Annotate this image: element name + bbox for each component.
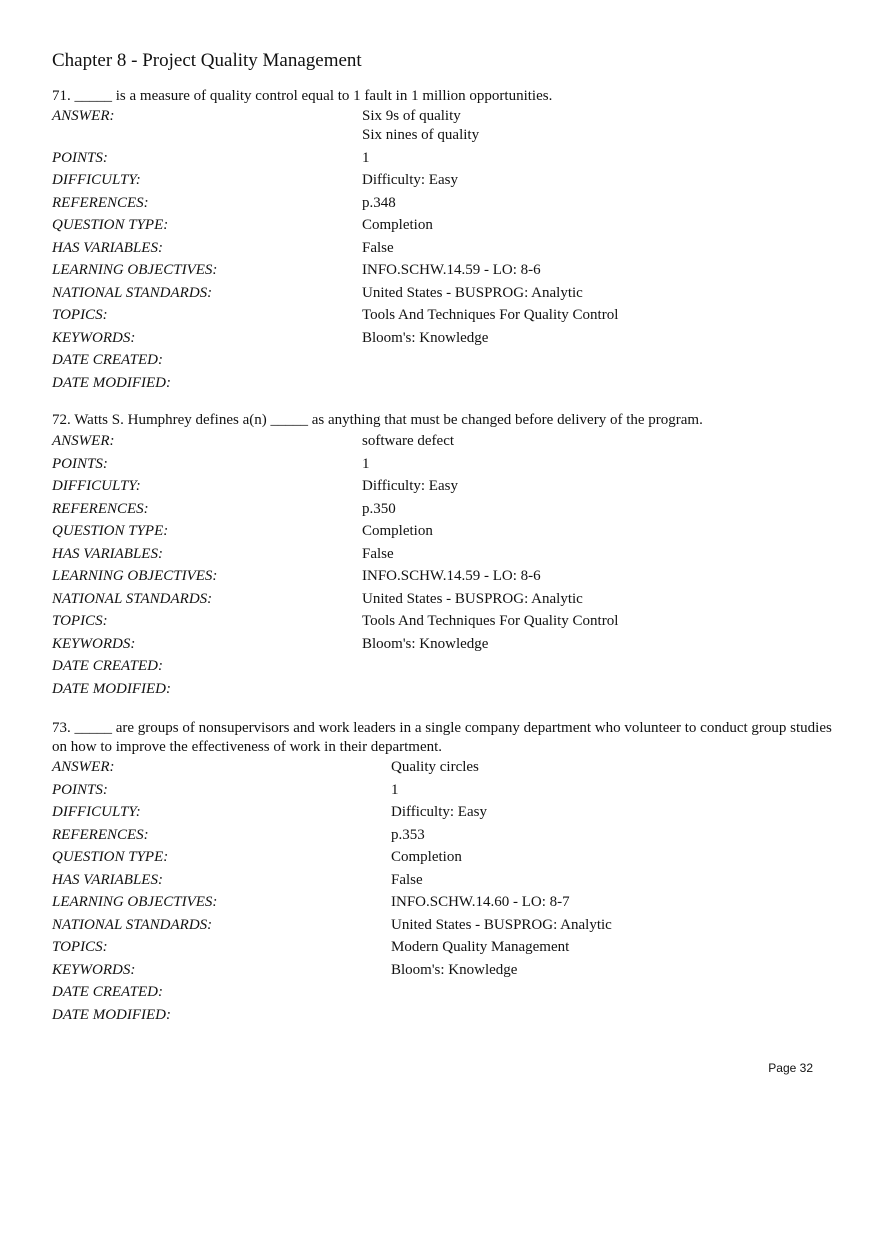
national-standards-row bbox=[52, 590, 842, 609]
learning-objectives-value: INFO.SCHW.14.59 - LO: 8-6 bbox=[362, 262, 541, 278]
has-variables-row bbox=[52, 545, 842, 564]
keywords-value: Bloom's: Knowledge bbox=[362, 635, 489, 652]
learning-objectives-row bbox=[52, 261, 842, 280]
page-title: Chapter 8 - Project Quality Management bbox=[52, 50, 362, 71]
has-variables-row bbox=[52, 871, 842, 890]
references-row bbox=[52, 500, 842, 519]
date-modified-row bbox=[52, 1006, 842, 1025]
national-standards-label: NATIONAL STANDARDS: bbox=[52, 590, 213, 607]
question-type-label: QUESTION TYPE: bbox=[52, 217, 169, 233]
difficulty-value: Difficulty: Easy bbox=[362, 478, 458, 494]
answer-value: software defect bbox=[362, 433, 455, 449]
topics-row bbox=[52, 306, 842, 325]
answer-line: Six nines of quality bbox=[362, 127, 480, 143]
answer-line: Six 9s of quality bbox=[362, 108, 461, 124]
keywords-value: Bloom's: Knowledge bbox=[362, 329, 489, 346]
question-72-details bbox=[52, 432, 842, 702]
difficulty-row bbox=[52, 171, 842, 190]
national-standards-row bbox=[52, 916, 842, 935]
has-variables-row bbox=[52, 239, 842, 258]
keywords-value: Bloom's: Knowledge bbox=[391, 961, 518, 978]
references-value: p.348 bbox=[362, 194, 396, 211]
question-type-value: Completion bbox=[362, 523, 433, 539]
keywords-label: KEYWORDS: bbox=[52, 961, 136, 978]
topics-value: Tools And Techniques For Quality Control bbox=[362, 613, 619, 629]
answer-row bbox=[52, 432, 842, 451]
topics-row bbox=[52, 612, 842, 631]
question-type-row bbox=[52, 216, 842, 235]
difficulty-label: DIFFICULTY: bbox=[52, 804, 141, 820]
references-label: REFERENCES: bbox=[52, 826, 149, 843]
answer-row bbox=[52, 758, 842, 777]
question-type-label: QUESTION TYPE: bbox=[52, 849, 169, 865]
date-modified-row bbox=[52, 374, 842, 393]
topics-label: TOPICS: bbox=[52, 307, 108, 323]
points-row bbox=[52, 781, 842, 800]
topics-value: Modern Quality Management bbox=[391, 939, 570, 955]
date-created-row bbox=[52, 351, 842, 370]
points-label: POINTS: bbox=[52, 455, 108, 472]
difficulty-row bbox=[52, 803, 842, 822]
difficulty-label: DIFFICULTY: bbox=[52, 172, 141, 188]
date-created-label: DATE CREATED: bbox=[52, 984, 163, 1000]
difficulty-label: DIFFICULTY: bbox=[52, 478, 141, 494]
learning-objectives-row bbox=[52, 893, 842, 912]
date-created-row bbox=[52, 657, 842, 676]
question-73-stem: 73. _____ are groups of nonsupervisors and work leaders in a single company department who volunteer to conduct group studies on how to improve the effectiveness of work in their department. bbox=[52, 720, 832, 755]
date-created-row bbox=[52, 983, 842, 1002]
question-73-details bbox=[52, 758, 842, 1028]
points-value: 1 bbox=[391, 781, 399, 798]
national-standards-label: NATIONAL STANDARDS: bbox=[52, 284, 213, 301]
has-variables-label: HAS VARIABLES: bbox=[52, 871, 163, 888]
question-type-row bbox=[52, 522, 842, 541]
learning-objectives-label: LEARNING OBJECTIVES: bbox=[52, 894, 218, 910]
date-modified-row bbox=[52, 680, 842, 699]
question-type-value: Completion bbox=[362, 217, 433, 233]
learning-objectives-label: LEARNING OBJECTIVES: bbox=[52, 262, 218, 278]
topics-row bbox=[52, 938, 842, 957]
question-72-stem: 72. Watts S. Humphrey defines a(n) _____ as anything that must be changed before delivery of the program. bbox=[52, 412, 703, 428]
references-row bbox=[52, 194, 842, 213]
date-modified-label: DATE MODIFIED: bbox=[52, 374, 171, 391]
national-standards-value: United States - BUSPROG: Analytic bbox=[391, 916, 612, 933]
difficulty-value: Difficulty: Easy bbox=[391, 804, 487, 820]
page-number: Page 32 bbox=[768, 1061, 813, 1075]
learning-objectives-row bbox=[52, 567, 842, 586]
has-variables-value: False bbox=[362, 239, 394, 256]
references-value: p.350 bbox=[362, 500, 396, 517]
topics-label: TOPICS: bbox=[52, 613, 108, 629]
date-modified-label: DATE MODIFIED: bbox=[52, 680, 171, 697]
question-type-row bbox=[52, 848, 842, 867]
answer-value bbox=[362, 107, 479, 145]
points-label: POINTS: bbox=[52, 149, 108, 166]
references-label: REFERENCES: bbox=[52, 500, 149, 517]
question-71-stem: 71. _____ is a measure of quality control equal to 1 fault in 1 million opportunities. bbox=[52, 88, 553, 104]
points-label: POINTS: bbox=[52, 781, 108, 798]
national-standards-value: United States - BUSPROG: Analytic bbox=[362, 590, 583, 607]
has-variables-value: False bbox=[362, 545, 394, 562]
keywords-row bbox=[52, 635, 842, 654]
question-type-value: Completion bbox=[391, 849, 462, 865]
topics-label: TOPICS: bbox=[52, 939, 108, 955]
learning-objectives-value: INFO.SCHW.14.59 - LO: 8-6 bbox=[362, 568, 541, 584]
references-row bbox=[52, 826, 842, 845]
date-created-label: DATE CREATED: bbox=[52, 658, 163, 674]
keywords-row bbox=[52, 329, 842, 348]
answer-label: ANSWER: bbox=[52, 108, 115, 124]
national-standards-row bbox=[52, 284, 842, 303]
difficulty-value: Difficulty: Easy bbox=[362, 172, 458, 188]
points-value: 1 bbox=[362, 455, 370, 472]
references-label: REFERENCES: bbox=[52, 194, 149, 211]
question-type-label: QUESTION TYPE: bbox=[52, 523, 169, 539]
has-variables-label: HAS VARIABLES: bbox=[52, 545, 163, 562]
points-value: 1 bbox=[362, 149, 370, 166]
answer-label: ANSWER: bbox=[52, 759, 115, 775]
date-created-label: DATE CREATED: bbox=[52, 352, 163, 368]
keywords-row bbox=[52, 961, 842, 980]
has-variables-value: False bbox=[391, 871, 423, 888]
points-row bbox=[52, 455, 842, 474]
learning-objectives-label: LEARNING OBJECTIVES: bbox=[52, 568, 218, 584]
has-variables-label: HAS VARIABLES: bbox=[52, 239, 163, 256]
points-row bbox=[52, 149, 842, 168]
difficulty-row bbox=[52, 477, 842, 496]
references-value: p.353 bbox=[391, 826, 425, 843]
national-standards-label: NATIONAL STANDARDS: bbox=[52, 916, 213, 933]
date-modified-label: DATE MODIFIED: bbox=[52, 1006, 171, 1023]
learning-objectives-value: INFO.SCHW.14.60 - LO: 8-7 bbox=[391, 894, 570, 910]
answer-value: Quality circles bbox=[391, 759, 479, 775]
national-standards-value: United States - BUSPROG: Analytic bbox=[362, 284, 583, 301]
answer-row bbox=[52, 107, 842, 145]
question-71-details bbox=[52, 107, 842, 396]
topics-value: Tools And Techniques For Quality Control bbox=[362, 307, 619, 323]
answer-label: ANSWER: bbox=[52, 433, 115, 449]
keywords-label: KEYWORDS: bbox=[52, 635, 136, 652]
keywords-label: KEYWORDS: bbox=[52, 329, 136, 346]
